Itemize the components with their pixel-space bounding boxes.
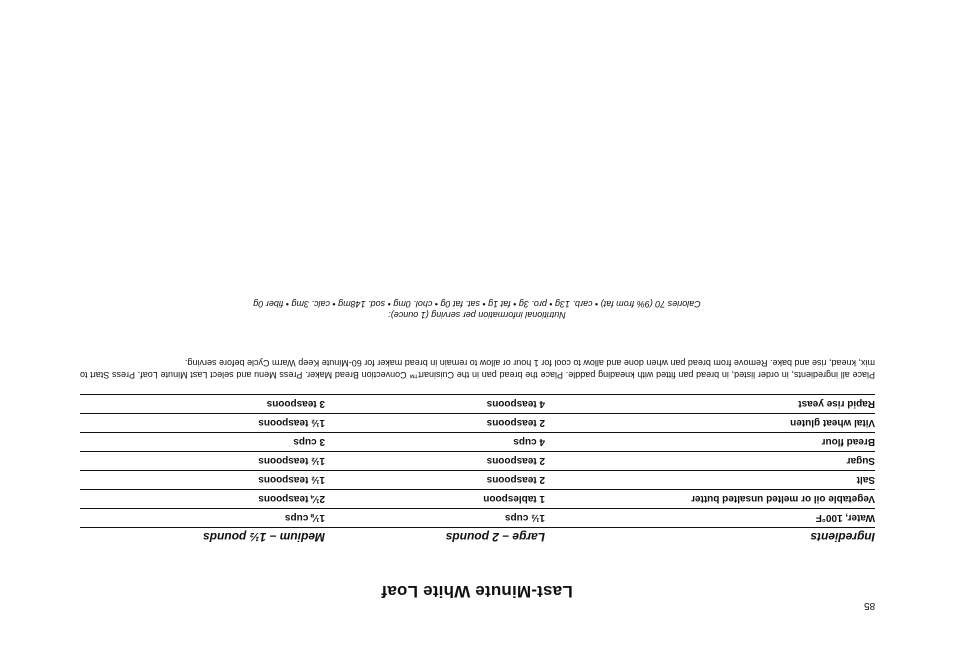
table-row: [80, 490, 875, 509]
large-amount: 1 tablespoon: [325, 490, 545, 509]
recipe-title: Last-Minute White Loaf: [381, 582, 573, 601]
table-row: [80, 395, 875, 414]
header-medium: Medium – 1½ pounds: [80, 528, 325, 549]
ingredient-name: Salt: [545, 471, 875, 490]
large-amount: 2 teaspoons: [325, 471, 545, 490]
ingredient-name: Vital wheat gluten: [545, 414, 875, 433]
medium-amount: 1⅛ cups: [80, 509, 325, 528]
table-row: [80, 452, 875, 471]
ingredient-name: Rapid rise yeast: [545, 395, 875, 414]
table-row: [80, 471, 875, 490]
medium-amount: 3 cups: [80, 433, 325, 452]
table-row: [80, 433, 875, 452]
recipe-instructions: Place all ingredients, in order listed, in bread pan fitted with kneading paddle. Place the bread pan in the Cuisinart™ Convection Bread Maker. Press Menu and select Last Minute Loaf. Press Start to mix, knead, rise and bake. Remove from bread pan when done and allow to cool for 1 hour or allow to remain in bread maker for 60-Minute Keep Warm Cycle before serving.: [80, 358, 875, 380]
table-row: [80, 414, 875, 433]
ingredient-name: Vegetable oil or melted unsalted butter: [545, 490, 875, 509]
ingredient-name: Sugar: [545, 452, 875, 471]
ingredient-name: Bread flour: [545, 433, 875, 452]
large-amount: 2 teaspoons: [325, 414, 545, 433]
table-row: [80, 509, 875, 528]
header-ingredients: Ingredients: [545, 528, 875, 549]
medium-amount: 3 teaspoons: [80, 395, 325, 414]
medium-amount: 1½ teaspoons: [80, 452, 325, 471]
nutrition-heading: Nutritional information per serving (1 ounce):: [388, 310, 566, 320]
table-header-row: [80, 528, 875, 549]
header-large: Large – 2 pounds: [325, 528, 545, 549]
ingredient-name: Water, 100°F: [545, 509, 875, 528]
large-amount: 4 cups: [325, 433, 545, 452]
ingredients-table: [80, 394, 875, 548]
medium-amount: 1½ teaspoons: [80, 414, 325, 433]
page-number: 85: [864, 600, 876, 611]
medium-amount: 2¼ teaspoons: [80, 490, 325, 509]
large-amount: 1½ cups: [325, 509, 545, 528]
large-amount: 2 teaspoons: [325, 452, 545, 471]
large-amount: 4 teaspoons: [325, 395, 545, 414]
medium-amount: 1½ teaspoons: [80, 471, 325, 490]
nutrition-facts: Calories 70 (9% from fat) • carb. 13g • pro. 3g • fat 1g • sat. fat 0g • chol. 0mg • sod. 148mg • calc. 3mg • fiber 0g: [253, 299, 701, 309]
